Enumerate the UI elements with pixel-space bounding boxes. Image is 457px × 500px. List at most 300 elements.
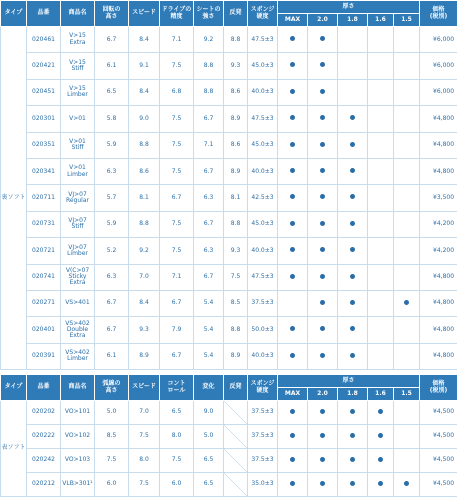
spec-value-c: 7.1 <box>160 264 194 290</box>
thickness-cell-4 <box>394 449 420 473</box>
available-dot-icon <box>290 62 295 67</box>
table-row <box>1 317 457 343</box>
thickness-cell-0 <box>278 401 308 425</box>
spec-value-b: 8.6 <box>129 158 160 184</box>
rebound-na <box>224 473 248 497</box>
thickness-cell-1 <box>308 264 338 290</box>
sponge-header: スポンジ 硬度 <box>248 1 278 27</box>
available-dot-icon <box>350 433 355 438</box>
spec-value-b: 8.4 <box>129 27 160 53</box>
available-dot-icon <box>378 409 383 414</box>
product-code: 020341 <box>27 158 61 184</box>
spec-value-a: 6.5 <box>95 79 129 105</box>
thickness-col-3: 1.6 <box>368 388 394 401</box>
available-dot-icon <box>290 326 295 331</box>
thickness-cell-4 <box>394 211 420 237</box>
product-name: VS>402 Limber <box>61 343 95 369</box>
available-dot-icon <box>290 221 295 226</box>
spec-value-b: 8.8 <box>129 132 160 158</box>
spec-value-e: 9.3 <box>224 238 248 264</box>
price: ¥4,800 <box>420 264 457 290</box>
thickness-cell-4 <box>394 425 420 449</box>
thickness-cell-0 <box>278 106 308 132</box>
table-row <box>1 158 457 184</box>
product-code: 020421 <box>27 53 61 79</box>
spec-value-a: 6.7 <box>95 290 129 316</box>
available-dot-icon <box>350 115 355 120</box>
thickness-cell-2 <box>338 449 368 473</box>
product-code: 020351 <box>27 132 61 158</box>
spec-value-d: 6.7 <box>194 211 224 237</box>
thickness-header: 厚さ <box>278 1 420 14</box>
spec-value-c: 7.5 <box>160 238 194 264</box>
table-row <box>1 211 457 237</box>
spec-value-d: 6.7 <box>194 264 224 290</box>
spec-value-c: 7.5 <box>160 449 194 473</box>
sponge-hardness: 37.5±3 <box>248 449 278 473</box>
product-name: V>15 Limber <box>61 79 95 105</box>
available-dot-icon <box>290 89 295 94</box>
spec-value-e: 9.3 <box>224 53 248 79</box>
thickness-cell-0 <box>278 473 308 497</box>
table-row <box>1 343 457 369</box>
rebound-header: 反発 <box>224 1 248 27</box>
product-name: V(C>07 Sticky Extra <box>61 264 95 290</box>
spec-value-c: 7.9 <box>160 317 194 343</box>
speed-header: スピード <box>129 1 160 27</box>
available-dot-icon <box>350 274 355 279</box>
sponge-hardness: 40.0±3 <box>248 343 278 369</box>
product-code: 020242 <box>27 449 61 473</box>
table-row <box>1 401 457 425</box>
thickness-cell-0 <box>278 158 308 184</box>
thickness-cell-3 <box>368 79 394 105</box>
sponge-hardness: 37.5±3 <box>248 290 278 316</box>
product-name: VS>401 <box>61 290 95 316</box>
available-dot-icon <box>320 481 325 486</box>
available-dot-icon <box>320 36 325 41</box>
price-header: 価格 (税別) <box>420 1 457 27</box>
thickness-cell-2 <box>338 401 368 425</box>
spec-value-a: 6.7 <box>95 27 129 53</box>
available-dot-icon <box>290 36 295 41</box>
thickness-cell-0 <box>278 290 308 316</box>
price: ¥3,500 <box>420 185 457 211</box>
spec-value-b: 8.4 <box>129 79 160 105</box>
spec-value-b: 9.2 <box>129 238 160 264</box>
thickness-cell-1 <box>308 158 338 184</box>
thickness-cell-0 <box>278 317 308 343</box>
product-code: 020391 <box>27 343 61 369</box>
product-name: VO>102 <box>61 425 95 449</box>
thickness-cell-1 <box>308 211 338 237</box>
thickness-col-0: MAX <box>278 14 308 27</box>
thickness-cell-3 <box>368 264 394 290</box>
thickness-cell-0 <box>278 185 308 211</box>
thickness-cell-3 <box>368 132 394 158</box>
spec-value-b: 7.0 <box>129 401 160 425</box>
thickness-cell-4 <box>394 264 420 290</box>
table-row <box>1 185 457 211</box>
product-name: V>01 <box>61 106 95 132</box>
sponge-hardness: 40.0±3 <box>248 238 278 264</box>
spec-value-a: 6.0 <box>95 473 129 497</box>
spec-value-c: 7.5 <box>160 106 194 132</box>
available-dot-icon <box>320 168 325 173</box>
available-dot-icon <box>320 89 325 94</box>
available-dot-icon <box>290 481 295 486</box>
thickness-cell-3 <box>368 158 394 184</box>
spec-value-d: 5.4 <box>194 343 224 369</box>
spec-value-d: 8.8 <box>194 53 224 79</box>
product-code: 020202 <box>27 401 61 425</box>
sponge-hardness: 47.5±3 <box>248 27 278 53</box>
spec-value-d: 9.2 <box>194 27 224 53</box>
available-dot-icon <box>350 409 355 414</box>
thickness-cell-3 <box>368 401 394 425</box>
available-dot-icon <box>290 353 295 358</box>
available-dot-icon <box>378 433 383 438</box>
sponge-header: スポンジ 硬度 <box>248 375 278 401</box>
thickness-cell-4 <box>394 185 420 211</box>
product-code: 020461 <box>27 27 61 53</box>
price: ¥4,800 <box>420 106 457 132</box>
thickness-col-1: 2.0 <box>308 14 338 27</box>
spec-value-c: 8.0 <box>160 425 194 449</box>
spec-value-d: 6.5 <box>194 473 224 497</box>
thickness-cell-0 <box>278 132 308 158</box>
thickness-cell-2 <box>338 53 368 79</box>
available-dot-icon <box>320 409 325 414</box>
sponge-hardness: 40.0±3 <box>248 79 278 105</box>
spec-value-c: 7.5 <box>160 211 194 237</box>
spec-value-c: 6.8 <box>160 79 194 105</box>
spec-value-e: 7.5 <box>224 264 248 290</box>
spec-value-d: 6.3 <box>194 238 224 264</box>
thickness-cell-2 <box>338 106 368 132</box>
thickness-cell-2 <box>338 79 368 105</box>
available-dot-icon <box>290 457 295 462</box>
spec-value-e: 8.6 <box>224 132 248 158</box>
thickness-cell-3 <box>368 343 394 369</box>
sponge-hardness: 35.0±3 <box>248 473 278 497</box>
thickness-cell-4 <box>394 27 420 53</box>
spec-value-a: 5.8 <box>95 106 129 132</box>
available-dot-icon <box>350 247 355 252</box>
spec-value-a: 5.7 <box>95 185 129 211</box>
table-row <box>1 290 457 316</box>
rebound-na <box>224 425 248 449</box>
available-dot-icon <box>350 326 355 331</box>
product-name: VJ>07 Limber <box>61 238 95 264</box>
spec-value-e: 8.1 <box>224 185 248 211</box>
thickness-cell-4 <box>394 53 420 79</box>
available-dot-icon <box>290 115 295 120</box>
price: ¥6,000 <box>420 27 457 53</box>
available-dot-icon <box>290 142 295 147</box>
available-dot-icon <box>320 62 325 67</box>
thickness-cell-3 <box>368 27 394 53</box>
thickness-cell-2 <box>338 158 368 184</box>
product-code: 020401 <box>27 317 61 343</box>
thickness-cell-0 <box>278 343 308 369</box>
product-code: 020212 <box>27 473 61 497</box>
thickness-cell-4 <box>394 132 420 158</box>
thickness-cell-3 <box>368 473 394 497</box>
thickness-cell-0 <box>278 27 308 53</box>
available-dot-icon <box>378 481 383 486</box>
available-dot-icon <box>350 142 355 147</box>
price: ¥6,000 <box>420 79 457 105</box>
spec-value-d: 8.8 <box>194 79 224 105</box>
available-dot-icon <box>350 168 355 173</box>
speed-header: スピード <box>129 375 160 401</box>
thickness-cell-1 <box>308 317 338 343</box>
product-code: 020301 <box>27 106 61 132</box>
thickness-cell-1 <box>308 132 338 158</box>
available-dot-icon <box>290 409 295 414</box>
type-label: 裏ソフト <box>1 27 27 370</box>
table-row <box>1 449 457 473</box>
spec-value-c: 6.7 <box>160 290 194 316</box>
available-dot-icon <box>320 221 325 226</box>
thickness-cell-3 <box>368 53 394 79</box>
thickness-cell-3 <box>368 317 394 343</box>
price: ¥4,800 <box>420 132 457 158</box>
sponge-hardness: 42.5±3 <box>248 185 278 211</box>
spec-value-b: 8.8 <box>129 211 160 237</box>
spec-value-a: 5.2 <box>95 238 129 264</box>
thickness-cell-2 <box>338 425 368 449</box>
price: ¥4,200 <box>420 238 457 264</box>
spec-value-c: 7.5 <box>160 132 194 158</box>
sponge-hardness: 37.5±3 <box>248 425 278 449</box>
spec-value-d: 6.5 <box>194 449 224 473</box>
thickness-cell-1 <box>308 106 338 132</box>
spec-value-d: 5.4 <box>194 317 224 343</box>
available-dot-icon <box>350 194 355 199</box>
available-dot-icon <box>320 353 325 358</box>
thickness-cell-2 <box>338 317 368 343</box>
spec-value-b: 7.5 <box>129 473 160 497</box>
available-dot-icon <box>350 481 355 486</box>
available-dot-icon <box>350 457 355 462</box>
thickness-cell-3 <box>368 238 394 264</box>
spec-value-b: 8.0 <box>129 449 160 473</box>
thickness-col-2: 1.8 <box>338 388 368 401</box>
spec-value-a: 6.1 <box>95 343 129 369</box>
name-header: 商品名 <box>61 375 95 401</box>
thickness-cell-2 <box>338 264 368 290</box>
available-dot-icon <box>320 274 325 279</box>
available-dot-icon <box>320 115 325 120</box>
thickness-cell-3 <box>368 106 394 132</box>
available-dot-icon <box>350 300 355 305</box>
spec-value-e: 8.9 <box>224 106 248 132</box>
product-name: VLB>301¹ <box>61 473 95 497</box>
product-name: V>01 Limber <box>61 158 95 184</box>
thickness-cell-3 <box>368 185 394 211</box>
spec-value-e: 8.5 <box>224 290 248 316</box>
thickness-cell-1 <box>308 449 338 473</box>
spec-value-c: 7.1 <box>160 27 194 53</box>
thickness-cell-1 <box>308 27 338 53</box>
spec-value-c: 6.5 <box>160 401 194 425</box>
thickness-col-2: 1.8 <box>338 14 368 27</box>
spec-value-d: 5.0 <box>194 425 224 449</box>
thickness-cell-1 <box>308 473 338 497</box>
thickness-cell-2 <box>338 290 368 316</box>
thickness-cell-1 <box>308 79 338 105</box>
available-dot-icon <box>290 274 295 279</box>
thickness-cell-3 <box>368 211 394 237</box>
spec-value-a: 5.9 <box>95 211 129 237</box>
available-dot-icon <box>350 353 355 358</box>
thickness-cell-0 <box>278 79 308 105</box>
available-dot-icon <box>320 326 325 331</box>
thickness-cell-4 <box>394 290 420 316</box>
drive-header: ドライブの 精度 <box>160 1 194 27</box>
table-row <box>1 53 457 79</box>
spec-value-a: 8.5 <box>95 425 129 449</box>
spec-value-a: 6.3 <box>95 158 129 184</box>
thickness-col-3: 1.6 <box>368 14 394 27</box>
thickness-cell-0 <box>278 211 308 237</box>
spec-value-a: 6.1 <box>95 53 129 79</box>
product-code: 020271 <box>27 290 61 316</box>
thickness-cell-0 <box>278 449 308 473</box>
spec-value-a: 6.3 <box>95 264 129 290</box>
sponge-hardness: 47.5±3 <box>248 264 278 290</box>
sponge-hardness: 40.0±3 <box>248 158 278 184</box>
available-dot-icon <box>290 168 295 173</box>
change-header: 変化 <box>194 375 224 401</box>
thickness-cell-0 <box>278 425 308 449</box>
thickness-cell-4 <box>394 158 420 184</box>
spec-value-d: 5.4 <box>194 290 224 316</box>
thickness-cell-2 <box>338 473 368 497</box>
product-name: VJ>07 Regular <box>61 185 95 211</box>
sponge-hardness: 45.0±3 <box>248 211 278 237</box>
thickness-cell-3 <box>368 449 394 473</box>
type-header: タイプ <box>1 375 27 401</box>
spec-value-b: 9.0 <box>129 106 160 132</box>
thickness-cell-1 <box>308 238 338 264</box>
table-row <box>1 79 457 105</box>
arc-header: 弧線の 高さ <box>95 375 129 401</box>
thickness-cell-4 <box>394 473 420 497</box>
available-dot-icon <box>320 142 325 147</box>
table-row <box>1 238 457 264</box>
table-row <box>1 425 457 449</box>
table-row <box>1 264 457 290</box>
thickness-cell-0 <box>278 53 308 79</box>
spec-value-e: 8.9 <box>224 158 248 184</box>
thickness-cell-4 <box>394 106 420 132</box>
product-name: VS>402 Double Extra <box>61 317 95 343</box>
spec-value-e: 8.8 <box>224 317 248 343</box>
sponge-hardness: 45.0±3 <box>248 53 278 79</box>
price: ¥6,000 <box>420 53 457 79</box>
spec-value-e: 8.6 <box>224 79 248 105</box>
spec-value-e: 8.8 <box>224 27 248 53</box>
available-dot-icon <box>290 194 295 199</box>
price: ¥4,500 <box>420 425 457 449</box>
spec-value-a: 7.5 <box>95 449 129 473</box>
spec-value-c: 6.7 <box>160 185 194 211</box>
product-code: 020711 <box>27 185 61 211</box>
spec-value-b: 9.1 <box>129 53 160 79</box>
table-row <box>1 27 457 53</box>
thickness-col-0: MAX <box>278 388 308 401</box>
spin-header: 回転の 高さ <box>95 1 129 27</box>
available-dot-icon <box>290 433 295 438</box>
thickness-cell-4 <box>394 401 420 425</box>
thickness-col-4: 1.5 <box>394 14 420 27</box>
spec-value-c: 7.5 <box>160 53 194 79</box>
available-dot-icon <box>378 457 383 462</box>
type-header: タイプ <box>1 1 27 27</box>
thickness-cell-4 <box>394 79 420 105</box>
available-dot-icon <box>320 247 325 252</box>
thickness-cell-3 <box>368 425 394 449</box>
product-code: 020741 <box>27 264 61 290</box>
control-header: コント ロール <box>160 375 194 401</box>
available-dot-icon <box>350 221 355 226</box>
spec-value-b: 7.5 <box>129 425 160 449</box>
thickness-cell-4 <box>394 238 420 264</box>
table-row <box>1 132 457 158</box>
thickness-cell-2 <box>338 211 368 237</box>
price: ¥4,500 <box>420 401 457 425</box>
sponge-hardness: 47.5±3 <box>248 106 278 132</box>
price: ¥4,800 <box>420 158 457 184</box>
thickness-cell-1 <box>308 290 338 316</box>
rebound-header: 反発 <box>224 375 248 401</box>
table-row <box>1 106 457 132</box>
sheet-header: シートの 強さ <box>194 1 224 27</box>
product-name: VO>103 <box>61 449 95 473</box>
available-dot-icon <box>404 300 409 305</box>
thickness-cell-1 <box>308 185 338 211</box>
thickness-cell-1 <box>308 425 338 449</box>
spec-value-d: 6.3 <box>194 185 224 211</box>
product-name: VJ>07 Stiff <box>61 211 95 237</box>
thickness-cell-3 <box>368 290 394 316</box>
spec-value-c: 6.7 <box>160 343 194 369</box>
name-header: 商品名 <box>61 1 95 27</box>
available-dot-icon <box>320 433 325 438</box>
rebound-na <box>224 449 248 473</box>
product-name: V>15 Extra <box>61 27 95 53</box>
thickness-header: 厚さ <box>278 375 420 388</box>
thickness-cell-2 <box>338 132 368 158</box>
thickness-cell-2 <box>338 27 368 53</box>
sponge-hardness: 45.0±3 <box>248 132 278 158</box>
code-header: 品番 <box>27 375 61 401</box>
thickness-cell-2 <box>338 343 368 369</box>
spec-value-d: 6.7 <box>194 106 224 132</box>
available-dot-icon <box>320 300 325 305</box>
spec-value-c: 6.0 <box>160 473 194 497</box>
product-name: V>01 Stiff <box>61 132 95 158</box>
type-label: 表ソフト <box>1 401 27 497</box>
thickness-cell-4 <box>394 343 420 369</box>
code-header: 品番 <box>27 1 61 27</box>
thickness-cell-0 <box>278 238 308 264</box>
thickness-cell-1 <box>308 401 338 425</box>
thickness-col-4: 1.5 <box>394 388 420 401</box>
